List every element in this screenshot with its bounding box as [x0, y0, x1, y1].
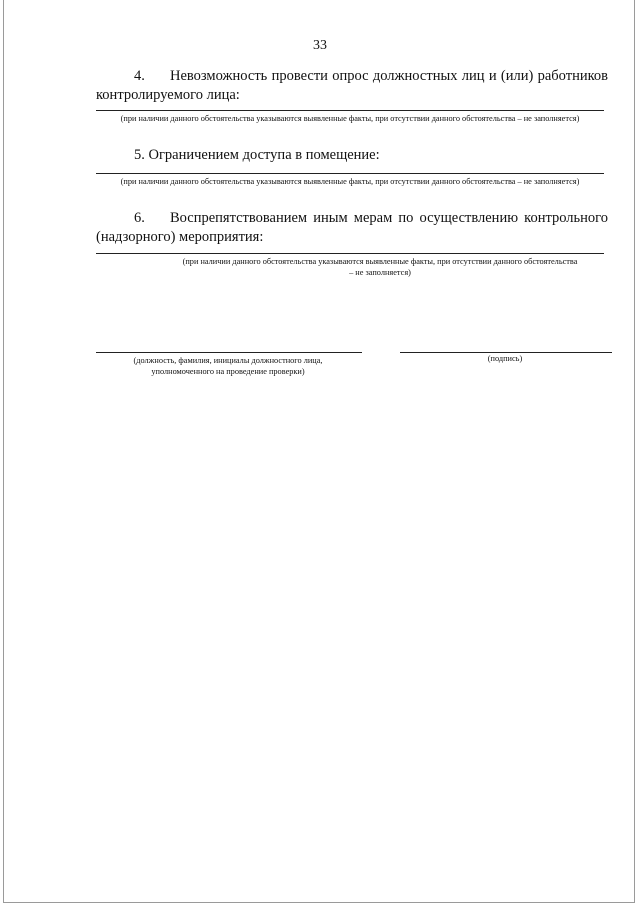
item-6-fill-line[interactable]	[96, 253, 604, 254]
signature-caption: (подпись)	[487, 354, 523, 363]
item-4-text: Невозможность провести опрос должностных лиц и (или) работников контролируемого лица:	[96, 68, 608, 103]
official-caption: (должность, фамилия, инициалы должностного лица, уполномоченного на проведение проверки)	[133, 356, 323, 376]
item-5-paragraph	[134, 146, 380, 165]
item-5-text: Ограничением доступа в помещение:	[148, 147, 380, 163]
item-5-number: 5.	[134, 147, 145, 163]
item-5-note: (при наличии данного обстоятельства указываются выявленные факты, при отсутствии данного обстоятельства – не заполняется)	[120, 177, 580, 186]
item-5-fill-line[interactable]	[96, 173, 604, 174]
page-frame	[3, 0, 635, 903]
item-4-note: (при наличии данного обстоятельства указываются выявленные факты, при отсутствии данного обстоятельства – не заполняется)	[120, 114, 580, 123]
item-6-note: (при наличии данного обстоятельства указываются выявленные факты, при отсутствии данного обстоятельства – не заполняется)	[182, 257, 578, 277]
item-4-paragraph	[96, 67, 608, 105]
page-number: 33	[313, 38, 327, 53]
item-4-fill-line[interactable]	[96, 110, 604, 111]
item-6-number: 6.	[134, 210, 145, 226]
item-6-paragraph	[96, 209, 608, 247]
official-name-line[interactable]	[96, 352, 362, 353]
item-4-number: 4.	[134, 68, 145, 84]
item-6-text: Воспрепятствованием иным мерам по осуществлению контрольного (надзорного) мероприятия:	[96, 210, 608, 245]
